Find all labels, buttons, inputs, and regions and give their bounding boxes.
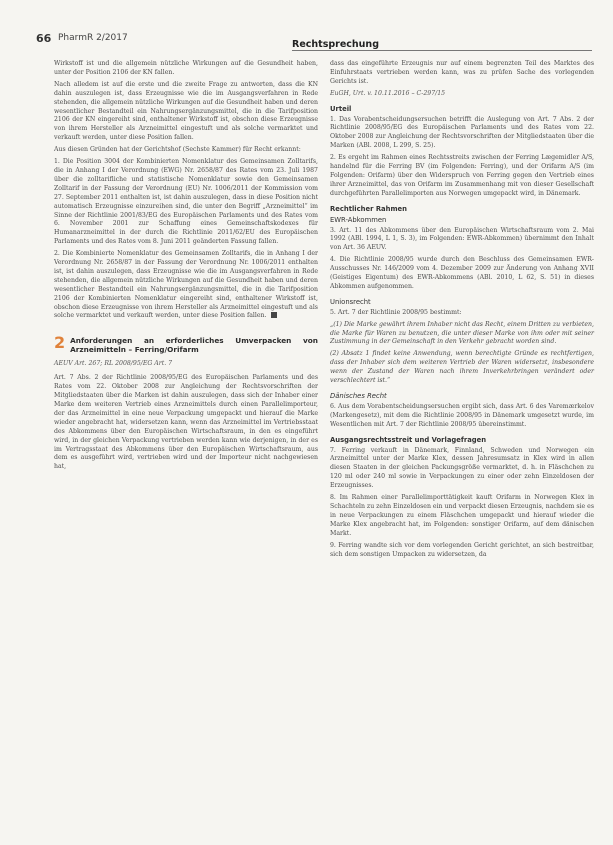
- subheading-rechtlicher-rahmen: Rechtlicher Rahmen: [330, 204, 408, 213]
- paragraph: 1. Die Position 3004 der Kombinierten Nomenklatur des Gemeinsamen Zolltarifs, die in Anhang I der Verordnung (EWG) Nr. 2658/87 des Rates vom 23. Juli 1987 über die zolltarifliche und statistische Nomenklatur sowie den Gemeinsamen Zolltarif in der Fassung der Verordnung (EU) Nr. 1006/2011 der Kommission vom 27. September 2011 enthalten ist, ist dahin auszulegen, dass in diese Position nicht automatisch Erzeugnisse einzureihen sind, die unter den Begriff „Arzneimittel“ im Sinne der Richtlinie 2001/83/EG des Europäischen Parlaments und des Rates vom 6. November 2001 zur Schaffung eines Gemeinschaftskodexes für Humanarzneimittel in der durch die Richtlinie 2011/62/EU des Europäischen Parlaments und des Rates vom 8. Juni 2011 geänderten Fassung fallen.: [54, 158, 318, 246]
- paragraph: [54, 250, 318, 321]
- journal-issue: PharmR 2/2017: [58, 33, 128, 43]
- section-title: Rechtsprechung: [292, 39, 379, 50]
- quote: „(1) Die Marke gewährt ihrem Inhaber nicht das Recht, einem Dritten zu verbieten, die Marke für Waren zu benutzen, die unter dieser Marke von ihm oder mit seiner Zustimmung in der Gemeinschaft in den Verkehr gebracht worden sind.: [330, 320, 594, 346]
- paragraph: 8. Im Rahmen einer Parallelimporttätigkeit kauft Orifarm in Norwegen Klex in Schachteln zu zehn Einzeldosen ein und verpackt diesen Erzeugnis, nachdem sie es in neue Verpackungen zu einem Fläschchen umgepackt und hierauf wieder die Marke Klex angebracht hat, im Folgenden: sonstiger Orifarm, auf dem dänischen Markt.: [330, 494, 594, 537]
- paragraph: 6. Aus dem Vorabentscheidungsersuchen ergibt sich, dass Art. 6 des Varemærkelov (Markengesetz), mit dem die Richtlinie 2008/95 in Dänemark umgesetzt wurde, im Wesentlichen mit Art. 7 der Richtlinie 2008/95 übereinstimmt.: [330, 402, 594, 428]
- subheading-ewr: EWR-Abkommen: [330, 215, 387, 224]
- paragraph: 1. Das Vorabentscheidungsersuchen betrifft die Auslegung von Art. 7 Abs. 2 der Richtlinie 2008/95/EG des Europäischen Parlaments und des Rates vom 22. Oktober 2008 zur Angleichung der Rechtsvorschriften der Mitgliedstaaten über die Marken (ABl. 2008, L 299, S. 25).: [330, 115, 594, 150]
- paragraph: Art. 7 Abs. 2 der Richtlinie 2008/95/EG des Europäischen Parlaments und des Rates vom 22. Oktober 2008 zur Angleichung der Rechtsvorschriften der Mitgliedstaaten über die Marken ist dahin auszulegen, dass sich der Inhaber einer Marke dem weiteren Vertrieb eines Arzneimittels durch einen Parallelimporteur, der das Arzneimittel in eine neue Verpackung umgepackt und hierauf die Marke wieder angebracht hat, widersetzen kann, wenn das Arzneimittel im Vertriebsstaat des Abkommens über den Europäischen Wirtschaftsraum, in den es eingeführt wird, in der gleichen Verpackung vertrieben werden kann wie derjenigen, in der es im Vertragsstaat des Abkommens über den Europäischen Wirtschaftsraum, aus dem es ausgeführt wird, vertrieben wird und der Importeur nicht nachgewiesen hat,: [54, 374, 318, 471]
- paragraph: 5. Art. 7 der Richtlinie 2008/95 bestimmt:: [330, 308, 462, 316]
- end-of-article-mark: [271, 312, 277, 318]
- chapter-title: Anforderungen an erforderliches Umverpacken von Arzneimitteln – Ferring/Orifarm: [70, 336, 318, 355]
- chapter-number: 2: [54, 333, 66, 353]
- legal-reference: AEUV Art. 267; RL 2008/95/EG Art. 7: [54, 360, 173, 368]
- subheading-daenisches-recht: Dänisches Recht: [330, 392, 387, 400]
- right-column: [330, 60, 594, 562]
- page-header: [36, 30, 592, 52]
- paragraph: Aus diesen Gründen hat der Gerichtshof (Sechste Kammer) für Recht erkannt:: [54, 146, 301, 154]
- page-number: 66: [36, 32, 52, 45]
- subheading-urteil: Urteil: [330, 104, 352, 113]
- left-column: [54, 60, 318, 475]
- header-rule: [292, 50, 592, 51]
- paragraph: dass das eingeführte Erzeugnis nur auf einem begrenzten Teil des Marktes des Einfuhrstaats vertrieben werden kann, was zu prüfen Sache des vorlegenden Gerichts ist.: [330, 60, 594, 85]
- paragraph-text: 2. Die Kombinierte Nomenklatur des Gemeinsamen Zolltarifs, die in Anhang I der Verordnung Nr. 2658/87 in der Fassung der Verordnung Nr. 1006/2011 enthalten ist, ist dahin auszulegen, dass Erzeugnisse wie die im Ausgangsverfahren in Rede stehenden, die allgemein nützliche Wirkungen auf die Gesundheit haben und deren wesentlicher Bestandteil ein Nahrungsergänzungsmittel, die in die Tarifposition 2106 der Kombinierten Nomenklatur eingereiht sind, enthaltener Wirkstoff ist, obschon diese Erzeugnisse von ihrem Hersteller als Arzneimittel eingestuft und als solche vermarktet und verkauft werden, unter diese Position fallen.: [54, 250, 318, 320]
- paragraph: 2. Es ergeht im Rahmen eines Rechtsstreits zwischen der Ferring Lægemidler A/S, handelnd für die Ferring BV (im Folgenden: Ferring), und der Orifarm A/S (im Folgenden: Orifarm) über den Widerspruch von Ferring gegen den Vertrieb eines ihrer Arzneimittel, das von Orifarm im Zusammenhang mit von dieser Gesellschaft durchgeführten Parallelimporten aus Norwegen umgepackt wird, in Dänemark.: [330, 154, 594, 197]
- paragraph: Nach alledem ist auf die erste und die zweite Frage zu antworten, dass die KN dahin auszulegen ist, dass Erzeugnisse wie die im Ausgangsverfahren in Rede stehenden, die allgemein nützliche Wirkungen auf die Gesundheit haben und deren wesentlicher Bestandteil ein Nahrungsergänzungsmittel, die in die Tarifposition 2106 der KN eingereiht sind, enthaltener Wirkstoff ist, obschon diese Erzeugnisse von ihrem Hersteller als Arzneimittel eingestuft und als solche vermarktet und verkauft werden, unter diese Position fallen.: [54, 80, 318, 142]
- paragraph: 4. Die Richtlinie 2008/95 wurde durch den Beschluss des Gemeinsamen EWR-Ausschusses Nr. 146/2009 vom 4. Dezember 2009 zur Änderung von Anhang XVII (Geistiges Eigentum) des EWR-Abkommens (ABl. 2010, L 62, S. 51) in dieses Abkommen aufgenommen.: [330, 256, 594, 290]
- subheading-ausgangsrechtsstreit: Ausgangsrechtsstreit und Vorlagefragen: [330, 435, 487, 444]
- paragraph: 7. Ferring verkauft in Dänemark, Finnland, Schweden und Norwegen ein Arzneimittel unter der Marke Klex, dessen Jahresumsatz in Klex wird in allen diesen Staaten in der gleichen Packungsgröße vermarktet, d. h. in Fläschchen zu 120 ml oder 240 ml sowie in Verpackungen zu einer oder zehn Einzeldosen der Erzeugnisses.: [330, 446, 594, 490]
- chapter-heading: [54, 335, 318, 354]
- court-citation: EuGH, Urt. v. 10.11.2016 – C-297/15: [330, 89, 446, 97]
- subheading-unionsrecht: Unionsrecht: [330, 297, 371, 306]
- quote: (2) Absatz 1 findet keine Anwendung, wenn berechtigte Gründe es rechtfertigen, dass der Inhaber sich dem weiteren Vertrieb der Waren widersetzt, insbesondere wenn der Zustand der Waren nach ihrem Inverkehrbringen verändert oder verschlechtert ist.“: [330, 350, 594, 385]
- paragraph: 3. Art. 11 des Abkommens über den Europäischen Wirtschaftsraum vom 2. Mai 1992 (ABl. 1994, L 1, S. 3), im Folgenden: EWR-Abkommen) übernimmt den Inhalt von Art. 36 AEUV.: [330, 226, 594, 252]
- paragraph: 9. Ferring wandte sich vor dem vorlegenden Gericht gerichtet, an sich bestreitbar, sich dem sonstigen Umpacken zu widersetzen, da: [330, 541, 594, 558]
- paragraph: Wirkstoff ist und die allgemein nützliche Wirkungen auf die Gesundheit haben, unter der Position 2106 der KN fallen.: [54, 60, 318, 76]
